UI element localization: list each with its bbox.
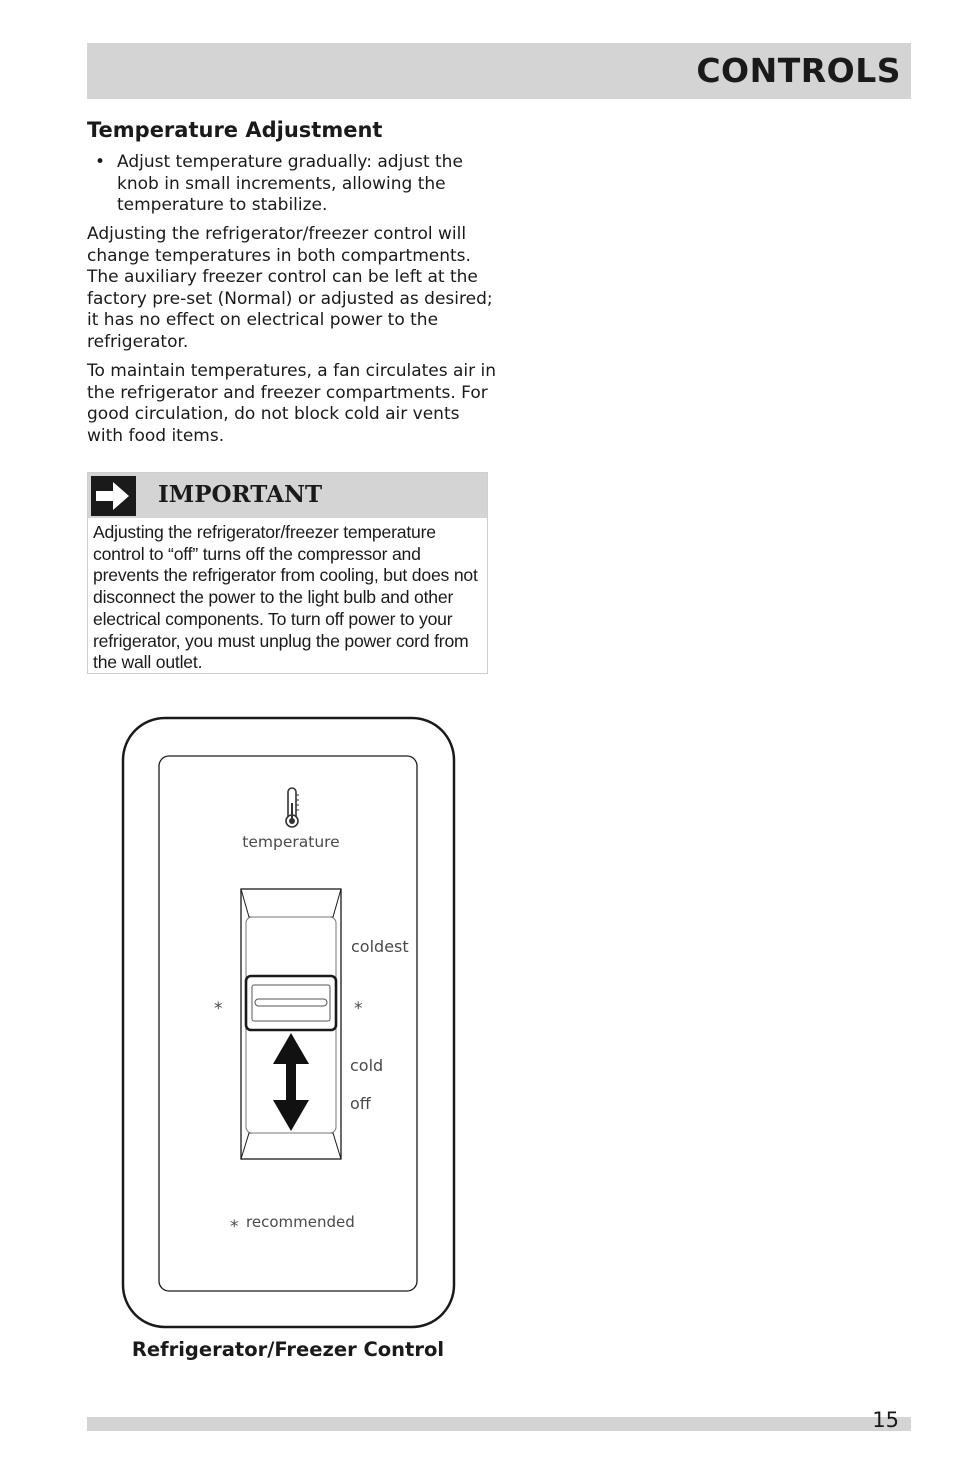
- label-temperature: temperature: [242, 833, 340, 851]
- page-section-title: CONTROLS: [696, 51, 901, 90]
- label-coldest: coldest: [351, 937, 409, 956]
- slider-knob: [246, 976, 336, 1030]
- label-recommended: recommended: [246, 1213, 355, 1231]
- important-title: IMPORTANT: [158, 481, 323, 508]
- label-off: off: [350, 1094, 371, 1113]
- bullet-item: • Adjust temperature gradually: adjust the knob in small increments, allowing the temperature to stabilize.: [95, 152, 485, 217]
- star-left: *: [214, 999, 223, 1019]
- footer-bar: [87, 1417, 911, 1431]
- important-header: [88, 473, 487, 518]
- important-notice: [87, 472, 488, 674]
- bullet-list: [95, 152, 485, 217]
- star-right: *: [354, 999, 363, 1019]
- label-cold: cold: [350, 1056, 384, 1075]
- section-heading: Temperature Adjustment: [87, 118, 383, 142]
- control-panel-diagram: [118, 715, 460, 1331]
- figure-caption: Refrigerator/Freezer Control: [131, 1338, 445, 1361]
- arrow-right-icon: [91, 476, 136, 516]
- paragraph-control-adjustment: Adjusting the refrigerator/freezer control will change temperatures in both compartments. The auxiliary freezer control can be left at the factory pre-set (Normal) or adjusted as desired; it has no effect on electrical power to the refrigerator.: [87, 224, 493, 352]
- page-number: 15: [872, 1408, 899, 1432]
- important-text: Adjusting the refrigerator/freezer temperature control to “off” turns off the compressor and prevents the refrigerator from cooling, but does not disconnect the power to the light bulb and other electrical components. To turn off power to your refrigerator, you must unplug the power cord from the wall outlet.: [93, 522, 478, 673]
- header-bar: [87, 43, 911, 99]
- star-recommended: *: [230, 1217, 239, 1237]
- paragraph-fan-circulation: To maintain temperatures, a fan circulates air in the refrigerator and freezer compartments. For good circulation, do not block cold air vents with food items.: [87, 361, 497, 446]
